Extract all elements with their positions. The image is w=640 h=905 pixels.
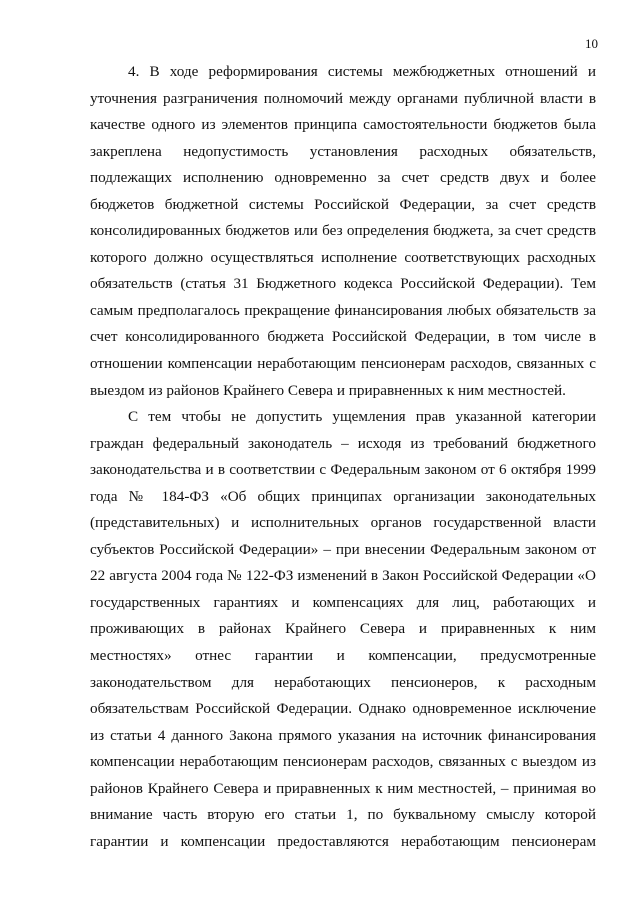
paragraph-1 xyxy=(90,59,596,404)
text-line: законодательства и в соответствии с Федеральным законом от 6 октября 1999 xyxy=(90,461,596,479)
text-line: проживающих в районах Крайнего Севера и приравненных к ним xyxy=(90,620,596,638)
text-line: обязательствам Российской Федерации. Однако одновременное исключение xyxy=(90,700,596,718)
text-line: законодательством для неработающих пенсионеров, к расходным xyxy=(90,673,596,691)
text-line: граждан федеральный законодатель – исходя из требований бюджетного xyxy=(90,434,596,452)
text-line: подлежащих исполнению одновременно за счет средств двух и более xyxy=(90,169,596,187)
text-line: уточнения разграничения полномочий между органами публичной власти в xyxy=(90,89,596,107)
text-line: районов Крайнего Севера и приравненных к ним местностей, – принимая во xyxy=(90,779,596,797)
text-line: 4. В ходе реформирования системы межбюджетных отношений и xyxy=(128,63,596,80)
paragraph-2 xyxy=(90,404,596,855)
text-line: государственных гарантиях и компенсациях для лиц, работающих и xyxy=(90,593,596,611)
text-line: (представительных) и исполнительных органов государственной власти xyxy=(90,514,596,532)
text-line: которого должно осуществляться исполнение соответствующих расходных xyxy=(90,248,596,266)
text-line: субъектов Российской Федерации» – при внесении Федеральным законом от xyxy=(90,540,596,558)
text-line: С тем чтобы не допустить ущемления прав указанной категории xyxy=(128,408,596,426)
text-line: консолидированных бюджетов или без определения бюджета, за счет средств xyxy=(90,222,596,240)
text-line: отношении компенсации неработающим пенсионерам расходов, связанных с xyxy=(90,355,596,373)
text-line: 22 августа 2004 года № 122-ФЗ изменений в Закон Российской Федерации «О xyxy=(90,567,596,585)
text-line: закреплена недопустимость установления расходных обязательств, xyxy=(90,142,596,160)
text-line: местностях» отнес гарантии и компенсации, предусмотренные xyxy=(90,647,596,665)
document-body xyxy=(90,59,596,855)
text-line: внимание часть вторую его статьи 1, по буквальному смыслу которой xyxy=(90,806,596,824)
text-line: счет консолидированного бюджета Российской Федерации, в том числе в xyxy=(90,328,596,346)
text-line: из статьи 4 данного Закона прямого указания на источник финансирования xyxy=(90,726,596,744)
page-number: 10 xyxy=(585,36,598,51)
text-line: гарантии и компенсации предоставляются неработающим пенсионерам xyxy=(90,832,596,850)
text-line: года № 184-ФЗ «Об общих принципах организации законодательных xyxy=(90,487,596,505)
text-line: выездом из районов Крайнего Севера и приравненных к ним местностей. xyxy=(90,381,566,399)
text-line: бюджетов бюджетной системы Российской Федерации, за счет средств xyxy=(90,195,596,213)
text-line: обязательств (статья 31 Бюджетного кодекса Российской Федерации). Тем xyxy=(90,275,596,293)
text-line: компенсации неработающим пенсионерам расходов, связанных с выездом из xyxy=(90,753,596,771)
text-line: качестве одного из элементов принципа самостоятельности бюджетов была xyxy=(90,116,596,134)
text-line: самым предполагалось прекращение финансирования любых обязательств за xyxy=(90,301,596,319)
